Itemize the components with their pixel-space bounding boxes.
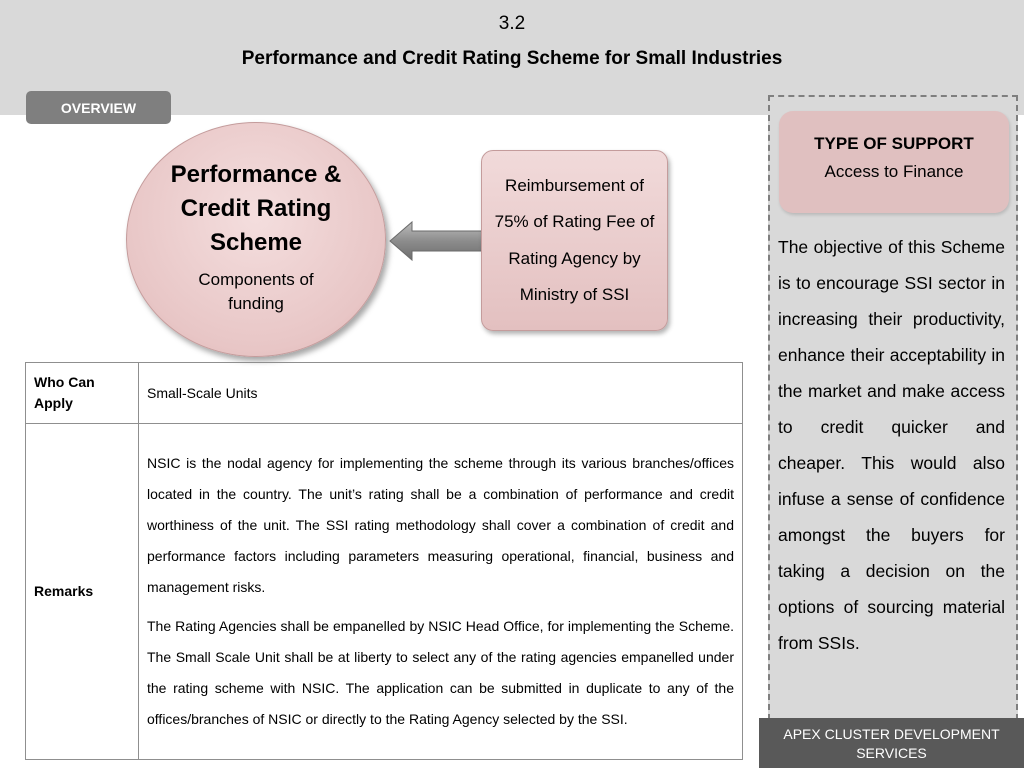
objective-text: The objective of this Scheme is to encourage SSI sector in increasing their productivity, enhance their acceptability in the market and make access to credit quicker and cheaper. This would also infuse a sense of confidence amongst the buyers for taking a decision on the options of sourcing material from SSIs. xyxy=(778,237,1005,653)
remarks-value xyxy=(139,424,743,760)
footer-text: APEX CLUSTER DEVELOPMENT SERVICES xyxy=(783,726,1000,761)
scheme-circle xyxy=(126,122,386,357)
support-value: Access to Finance xyxy=(824,162,964,181)
scheme-subtitle: Components of funding xyxy=(198,269,314,313)
left-arrow-icon xyxy=(388,220,484,262)
remarks-paragraph: The Rating Agencies shall be empanelled by NSIC Head Office, for implementing the Scheme. The Small Scale Unit shall be at liberty to select any of the rating agencies empanelled under the rating scheme with NSIC. The application can be submitted in duplicate to any of the offices/branches of NSIC or directly to the Rating Agency selected by the SSI. xyxy=(147,618,734,727)
scheme-title: Performance & Credit Rating Scheme xyxy=(170,160,342,256)
remarks-paragraph: NSIC is the nodal agency for implementing the scheme through its various branches/offices located in the country. The unit’s rating shall be a combination of performance and credit worthiness of the unit. The SSI rating methodology shall cover a combination of credit and performance factors including parameters measuring operational, financial, business and management risks. xyxy=(147,455,734,595)
remarks-label: Remarks xyxy=(26,424,139,760)
slide-number: 3.2 xyxy=(498,13,526,34)
scheme-info-table xyxy=(25,362,743,760)
support-heading: TYPE OF SUPPORT xyxy=(814,134,974,153)
table-row xyxy=(26,363,743,424)
page-title: Performance and Credit Rating Scheme for Small Industries xyxy=(241,48,783,69)
who-can-apply-label: Who Can Apply xyxy=(26,363,139,424)
reimbursement-text: Reimbursement of 75% of Rating Fee of Rating Agency by Ministry of SSI xyxy=(494,175,655,304)
table-row xyxy=(26,424,743,760)
type-of-support-box xyxy=(779,111,1009,213)
footer-band xyxy=(759,718,1024,768)
overview-tab: OVERVIEW xyxy=(26,91,171,124)
reimbursement-box xyxy=(481,150,668,331)
who-can-apply-value: Small-Scale Units xyxy=(139,363,743,424)
